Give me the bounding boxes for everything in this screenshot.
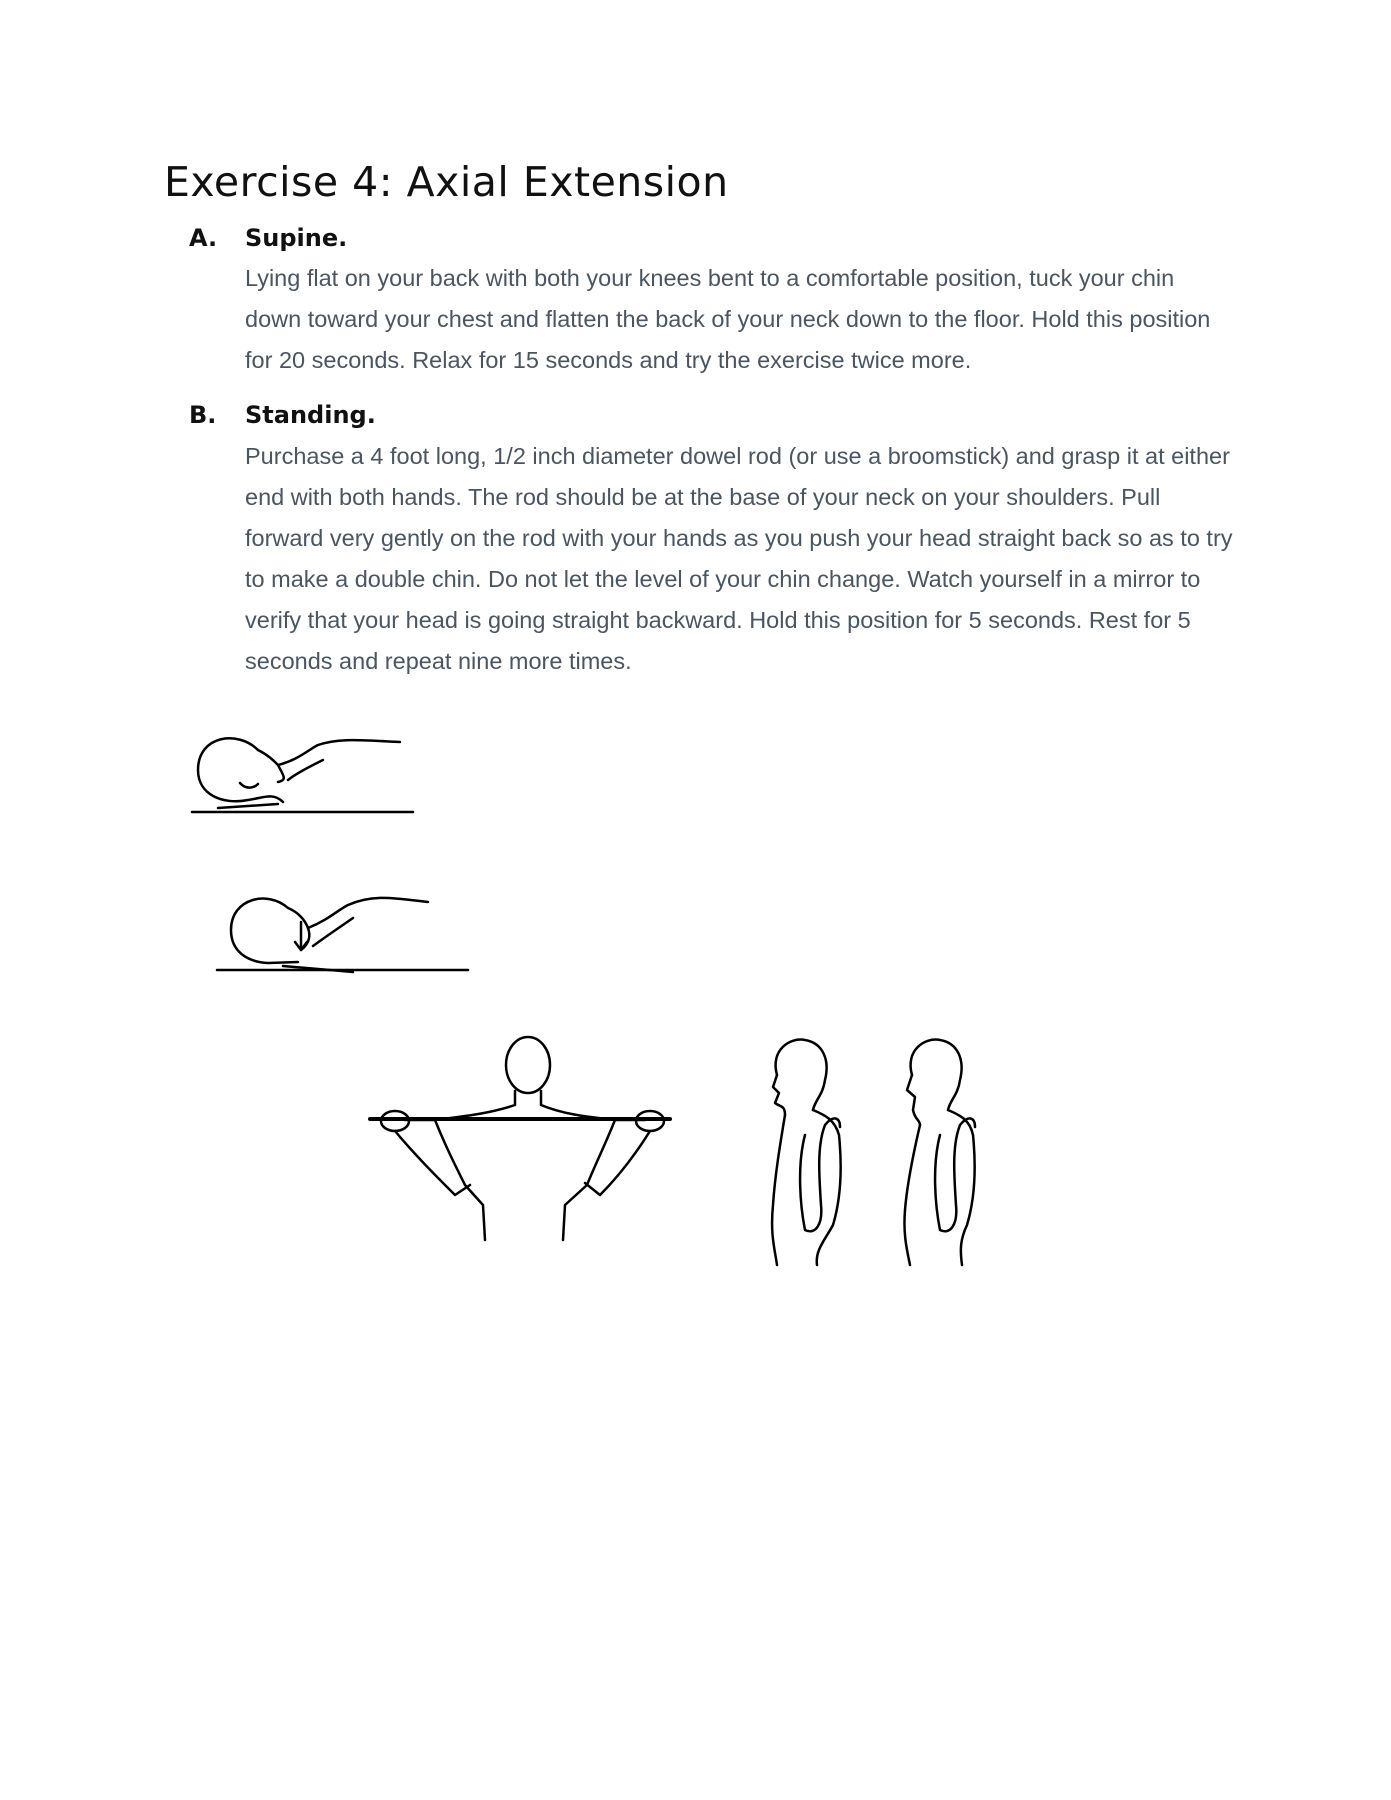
section-a-letter: A.	[189, 224, 218, 252]
section-b-text: Purchase a 4 foot long, 1/2 inch diameter dowel rod (or use a broomstick) and grasp it at either end with both hands. The rod should be at the base of your neck on your shoulders. Pull forward very gently on the rod with your hands as you push your head straight back so as to try to make a double chin. Do not let the level of your chin change. Watch yourself in a mirror to verify that your head is going straight backward. Hold this position for 5 seconds. Rest for 5 seconds and repeat nine more times.	[245, 443, 1233, 674]
section-b-heading: Standing.	[245, 401, 376, 429]
section-a-text: Lying flat on your back with both your knees bent to a comfortable position, tuck your chin down toward your chest and flatten the back of your neck down to the floor. Hold this position for 20 seconds. Relax for 15 seconds and try the exercise twice more.	[245, 265, 1211, 373]
section-a-heading: Supine.	[245, 224, 348, 252]
supine-illustration-start	[188, 720, 418, 820]
standing-side-view-illustration	[755, 1035, 985, 1270]
supine-illustration-tucked	[213, 880, 473, 980]
section-b-letter: B.	[189, 401, 217, 429]
standing-rod-illustration	[365, 1035, 680, 1245]
page-title: Exercise 4: Axial Extension	[164, 158, 729, 206]
